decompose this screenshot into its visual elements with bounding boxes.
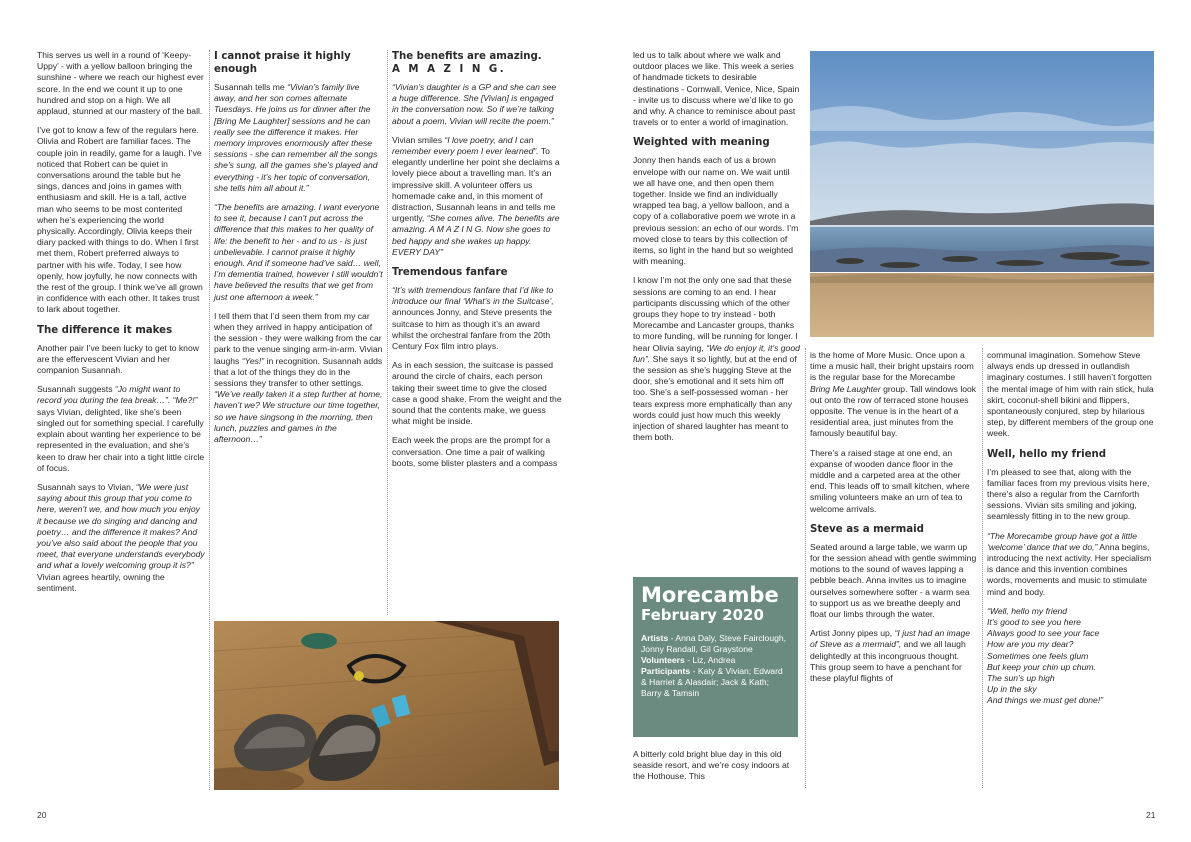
paragraph: I’m pleased to see that, along with the familiar faces from my previous visits here, there’s also a regular from the Carnforth sessions. Vivian sits smiling and joking, seamlessly fitting in to the new group. xyxy=(987,466,1150,522)
seaside-photo xyxy=(810,51,1154,337)
paragraph: Each week the props are the prompt for a conversation. One time a pair of walking boots, some blister plasters and a compass xyxy=(392,435,558,468)
paragraph: is the home of More Music. Once upon a time a music hall, their bright upstairs room is the regular base for the Morecambe Bring Me Laughter group. Tall windows look out onto the row of terraced stone houses opposite. The venue is in the heart of a residential area, just minutes from the famously beautiful bay. xyxy=(810,350,977,439)
poem-line: “Well, hello my friend xyxy=(987,605,1068,616)
column-divider xyxy=(982,348,983,788)
poem-line: But keep your chin up chum. xyxy=(987,661,1096,672)
artists-credit: Artists - Anna Daly, Steve Fairclough, Jonny Randall, Gil Graystone xyxy=(641,633,787,654)
location-title: Morecambe xyxy=(641,583,779,607)
paragraph: A bitterly cold bright blue day in this old seaside resort, and we’re cosy indoors at the Hothouse. This xyxy=(633,749,790,782)
paragraph: Another pair I’ve been lucky to get to know are the effervescent Vivian and her companion Susannah. xyxy=(37,342,199,376)
left-column-2 xyxy=(214,50,383,453)
paragraph: “It’s with tremendous fanfare that I’d like to introduce our final ‘What’s in the Suitcase’, announces Jonny, and Steve presents the suitcase to him as though it’s an award whilst the orchestral fanfare from the 20th Century Fox film intro plays. xyxy=(392,285,554,352)
paragraph: I’ve got to know a few of the regulars here. Olivia and Robert are familiar faces. The couple join in readily, game for a laugh. I’ve noticed that Robert can be quiet in conversations around the table but he sings, dances and joins in games with enthusiasm and skill. He is a tall, active man who seems to be most contented when he’s experiencing the world physically. Accordingly, Olivia keeps their diary packed with things to do. When I first met them, Robert preferred always to partner with his wife. Today, I see how openly, how joyfully, he now connects with the rest of the group. I think we’ve all grown in confidence with each other. It takes trust to lark about together. xyxy=(37,125,203,315)
paragraph: I tell them that I’d seen them from my car when they arrived in happy anticipation of the session - they were walking from the car park to the venue singing arm-in-arm. Vivian laughs “Yes!” in recognition. Susannah adds that a lot of the things they do in the sessions they transfer to other settings. “We’ve really taken it a step further at home, haven’t we? We structure our time together, so we have singsong in the morning, then lunch, puzzles and games in the afternoon…” xyxy=(214,310,383,445)
paragraph: I know I’m not the only one sad that these sessions are coming to an end. I hear participants discussing which of the other groups they hope to try instead - both Morecambe and Lancaster groups, thanks to more funding, will be running for longer. I hear Olivia saying, “We do enjoy it, it’s good fun”. She says it so lightly, but at the end of the session as she’s hugging Steve at the door, she’s emotional and it sets him off too. She’s a self-possessed woman - her tears express more emphatically than any words could just how much this weekly injection of shared laughter has meant to them both. xyxy=(633,275,800,443)
section-heading: Well, hello my friend xyxy=(987,448,1107,460)
right-column-1 xyxy=(633,50,800,452)
beach-illustration xyxy=(810,51,1154,337)
section-heading: I cannot praise it highly enough xyxy=(214,51,351,75)
paragraph: Jonny then hands each of us a brown envelope with our name on. We wait until we all have one, and then open them together. Inside we find an individually wrapped tea bag, a yellow balloon, and a copy of a collaborative poem we wrote in a previous session: an echo of our words. I’m moved close to tears by this collection of items, so light in the hand but so weighted with meaning. xyxy=(633,155,799,267)
poem xyxy=(987,606,1155,707)
paragraph: Artist Jonny pipes up, “I just had an image of Steve as a mermaid”, and we all laugh delightedly at this incongruous thought. This group seem to have a penchant for these playful flights of xyxy=(810,628,971,684)
section-heading: Tremendous fanfare xyxy=(392,267,508,279)
column-divider xyxy=(805,348,806,788)
poem-line: It’s good to see you here xyxy=(987,617,1081,628)
walking-boots-photo xyxy=(214,621,559,790)
right-column-1-bottom xyxy=(633,749,800,791)
poem-line: And things we must get done!” xyxy=(987,695,1104,706)
poem-line: The sun’s up high xyxy=(987,673,1055,684)
column-divider xyxy=(387,50,388,615)
volunteers-credit: Volunteers - Liz, Andrea xyxy=(641,655,736,665)
paragraph: Susannah tells me “Vivian’s family live away, and her son comes alternate Tuesdays. He joins us for dinner after the [Bring Me Laughter] sessions and he can really see the difference it makes. Her memory improves enormously after these sessions - she can remember all the songs she’s sung, all the games she’s played and everything - it’s her topic of conversation, she tells him all about it.” xyxy=(214,82,378,193)
boots-illustration xyxy=(214,621,559,790)
poem-line: How are you my dear? xyxy=(987,639,1074,650)
paragraph: Susannah says to Vivian, “We were just saying about this group that you come to here, weren’t we, and how much you enjoy it because we do singing and dancing and poetry… and the difference it makes? And you’ve also said about the people that you meet, that everyone understands everybody and what a lovely welcoming group it is?” Vivian agrees heartily, owning the sentiment. xyxy=(37,481,205,593)
poem-line: Sometimes one feels glum xyxy=(987,650,1089,661)
paragraph: Seated around a large table, we warm up for the session ahead with gentle swimming motions to the sound of waves lapping a pebble beach. Anna invites us to imagine ourselves somewhere softer - a warm sea to support us as we breathe deeply and float our limbs through the water. xyxy=(810,541,977,620)
section-heading: The benefits are amazing. A M A Z I N G. xyxy=(392,51,542,75)
left-column-3 xyxy=(392,50,562,477)
paragraph: communal imagination. Somehow Steve always ends up dressed in outlandish imaginary costumes. I still haven’t forgotten the mental image of him with rain stick, hula skirt, coconut-shell bikini and flippers, spontaneously conjured, step by hilarious step, by different members of the group one week. xyxy=(987,350,1154,439)
quote: “The benefits are amazing. I want everyone to see it, because I can’t put across the difference that this makes to her quality of life: the benefit to her - and to us - is just unbelievable. I cannot praise it highly enough. And if someone had’ve said… well, I’m dementia trained, however I still wouldn’t have believed the results that we get from just one afternoon a week.” xyxy=(214,202,383,302)
section-heading: Weighted with meaning xyxy=(633,137,770,149)
paragraph: This serves us well in a round of ‘Keepy-Uppy’ - with a yellow balloon bringing the sunshine - where we reach our highest ever score. In the end we count it up to one hundred and stop on a high. We all applaud, stunned at our mastery of the ball. xyxy=(37,50,204,117)
participants-credit: Participants - Katy & Vivian; Edward & Harriet & Alasdair; Jack & Kath; Barry & Tamsin xyxy=(641,666,783,698)
paragraph: There’s a raised stage at one end, an expanse of wooden dance floor in the middle and a carpeted area at the other end. This leads off to small kitchen, where smiling volunteers make an urn of tea to welcome arrivals. xyxy=(810,447,970,514)
paragraph: Susannah suggests “Jo might want to record you during the tea break…”. “Me?!” says Vivian, delighted, like she’s been singled out for something special. I carefully explain about wanting her experience to be represented in the evaluation, and she’s keen to draw her chair into a tight little circle of focus. xyxy=(37,384,205,473)
paragraph: Vivian smiles “I love poetry, and I can remember every poem I ever learned”. To elegantly underline her point she declaims a lovely piece about a travelling man. It’s an impressive skill. A volunteer offers us homemade cake and, in this moment of distraction, Susannah leans in and tells me urgently, “She comes alive. The benefits are amazing. A M A Z I N G. Now she goes to bed happy and she wakes up happy. EVERY DAY” xyxy=(392,134,560,257)
session-title-box xyxy=(633,577,798,737)
column-divider xyxy=(209,50,210,790)
poem-line: Up in the sky xyxy=(987,684,1037,695)
date-title: February 2020 xyxy=(641,606,764,624)
section-heading: The difference it makes xyxy=(37,324,173,336)
paragraph: led us to talk about where we walk and outdoor places we like. This week a series of handmade tickets to desirable destinations - Cornwall, Venice, Nice, Spain - invite us to discuss where we’d like to go and why. A chance to reminisce about past travels or to enter a world of imagination. xyxy=(633,50,800,128)
page-number-right: 21 xyxy=(1146,810,1156,820)
section-heading: Steve as a mermaid xyxy=(810,523,924,535)
paragraph: “The Morecambe group have got a little ‘welcome’ dance that we do,” Anna begins, introducing the next activity. Her specialism is dance and this invention combines words, movements and music to stimulate mind and body. xyxy=(987,530,1152,597)
paragraph: As in each session, the suitcase is passed around the circle of chairs, each person taking their sweet time to give the closed case a good shake. From the weight and the sound that the contents make, we guess what might be inside. xyxy=(392,360,562,427)
quote: “Vivian’s daughter is a GP and she can see a huge difference. She [Vivian] is engaged in the conversation now. So if we’re talking about a poem, Vivian will recite the poem.” xyxy=(392,82,557,126)
page-number-left: 20 xyxy=(37,810,47,820)
left-column-1 xyxy=(37,50,205,602)
poem-line: Always good to see your face xyxy=(987,628,1100,639)
right-column-2 xyxy=(810,350,977,692)
right-column-3 xyxy=(987,350,1155,707)
